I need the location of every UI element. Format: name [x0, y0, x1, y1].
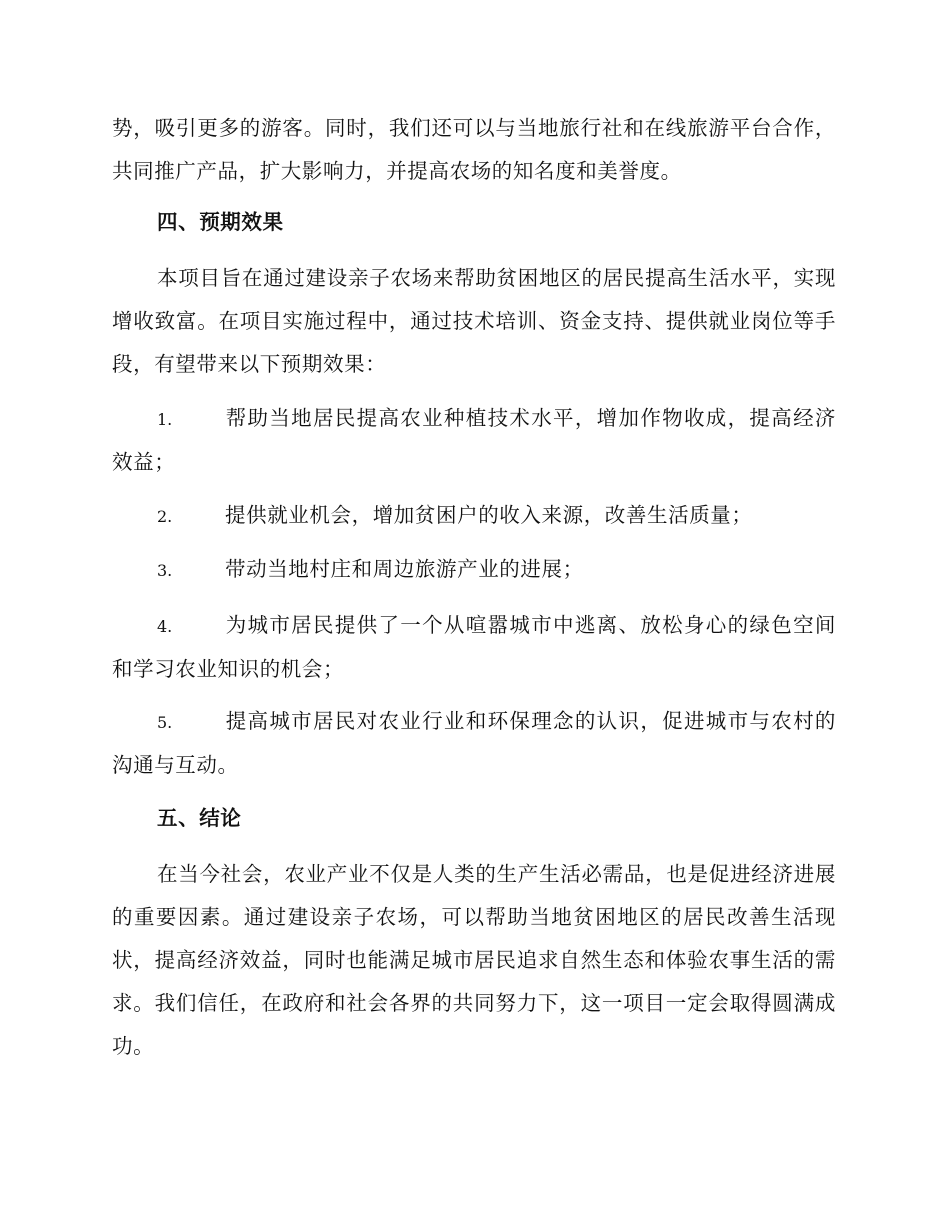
- intro-paragraph: 势，吸引更多的游客。同时，我们还可以与当地旅行社和在线旅游平台合作，共同推广产品，扩大影响力，并提高农场的知名度和美誉度。: [112, 116, 836, 183]
- list-item: [112, 604, 836, 691]
- list-item-text: 提供就业机会，增加贫困户的收入来源，改善生活质量；: [225, 503, 753, 527]
- list-item-number: 5.: [157, 713, 173, 732]
- list-item-text: 为城市居民提供了一个从喧嚣城市中逃离、放松身心的绿色空间和学习农业知识的机会；: [112, 613, 836, 681]
- list-item-text: 帮助当地居民提高农业种植技术水平，增加作物收成，提高经济效益；: [112, 406, 836, 474]
- expected-effects-paragraph: 本项目旨在通过建设亲子农场来帮助贫困地区的居民提高生活水平，实现增收致富。在项目实施过程中，通过技术培训、资金支持、提供就业岗位等手段，有望带来以下预期效果：: [112, 266, 836, 376]
- section-heading-expected-effects: 四、预期效果: [157, 210, 284, 234]
- list-item-number: 1.: [157, 410, 173, 429]
- list-item-number: 2.: [157, 507, 173, 526]
- list-item-number: 3.: [157, 561, 173, 580]
- list-item-text: 带动当地村庄和周边旅游产业的进展；: [225, 557, 584, 581]
- section-heading-conclusion: 五、结论: [157, 806, 242, 830]
- list-item: [112, 548, 836, 592]
- list-item-number: 4.: [157, 617, 173, 636]
- list-item-text: 提高城市居民对农业行业和环保理念的认识，促进城市与农村的沟通与互动。: [112, 709, 836, 777]
- list-item: [112, 700, 836, 787]
- list-item: [112, 397, 836, 484]
- conclusion-paragraph: 在当今社会，农业产业不仅是人类的生产生活必需品，也是促进经济进展的重要因素。通过建设亲子农场，可以帮助当地贫困地区的居民改善生活现状，提高经济效益，同时也能满足城市居民追求自然生态和体验农事生活的需求。我们信任，在政府和社会各界的共同努力下，这一项目一定会取得圆满成功。: [112, 862, 836, 1058]
- list-item: [112, 494, 836, 538]
